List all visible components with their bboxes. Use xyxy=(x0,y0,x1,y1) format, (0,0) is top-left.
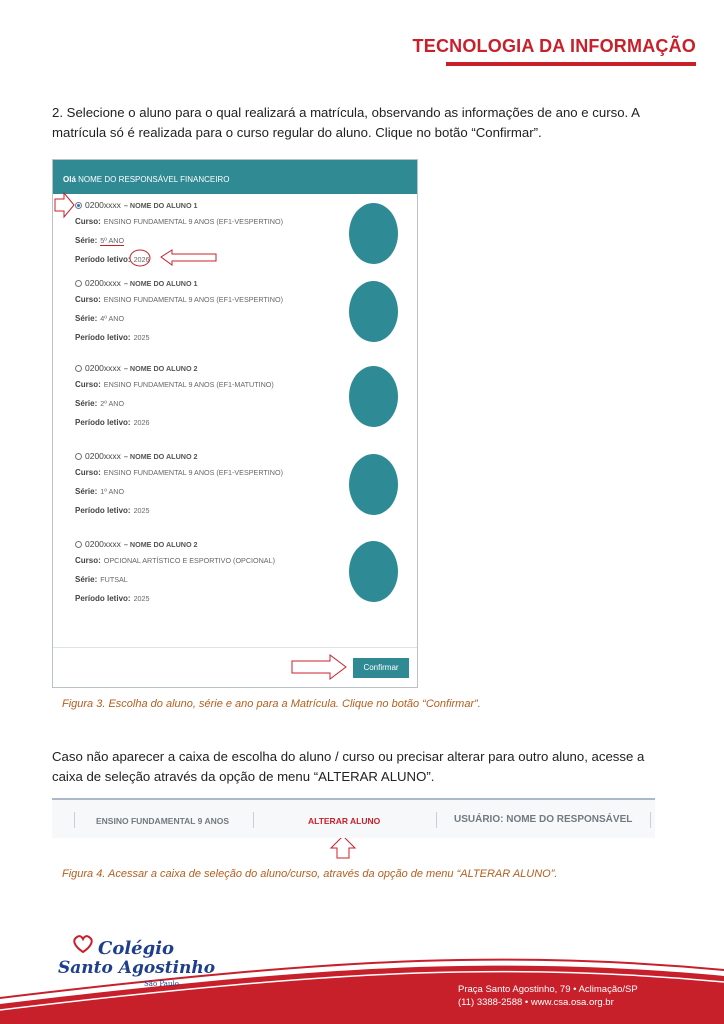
logo-line-3: São Paulo xyxy=(144,980,179,988)
highlight-circle xyxy=(130,250,150,266)
periodo-label: Período letivo: xyxy=(75,594,131,603)
serie-label: Série: xyxy=(75,399,98,408)
menu-separator xyxy=(74,812,75,828)
student-name: – NOME DO ALUNO 1 xyxy=(123,200,198,210)
periodo-value: 2026 xyxy=(133,255,150,264)
student-code: 0200xxxx xyxy=(85,278,121,288)
alter-paragraph: Caso não aparecer a caixa de escolha do aluno / curso ou precisar alterar para outro aluno, acesse a caixa de seleção através da opção de menu “ALTERAR ALUNO”. xyxy=(52,749,645,784)
serie-value: 2º ANO xyxy=(100,399,125,408)
arrow-right-icon xyxy=(292,655,346,679)
arrow-right-icon xyxy=(55,193,74,217)
curso-value: ENSINO FUNDAMENTAL 9 ANOS (EF1-VESPERTINO) xyxy=(103,468,283,477)
intro-paragraph: 2. Selecione o aluno para o qual realizará a matrícula, observando as informações de ano e curso. A matrícula só é realizada para o curso regular do aluno. Clique no botão “Confirmar”. xyxy=(52,105,640,140)
serie-label: Série: xyxy=(75,236,98,245)
periodo-label: Período letivo: xyxy=(75,506,131,515)
menu-separator xyxy=(436,812,437,828)
arrow-up-icon xyxy=(331,836,355,858)
student-name: – NOME DO ALUNO 2 xyxy=(123,451,198,461)
curso-label: Curso: xyxy=(75,468,101,477)
periodo-label: Período letivo: xyxy=(75,255,131,264)
logo-line-1: Colégio xyxy=(98,938,175,959)
responsavel-name: NOME DO RESPONSÁVEL FINANCEIRO xyxy=(78,175,230,184)
student-code: 0200xxxx xyxy=(85,363,121,373)
menu-separator xyxy=(650,812,651,828)
serie-value: 5º ANO xyxy=(100,235,125,245)
menu-item-user[interactable]: USUÁRIO: NOME DO RESPONSÁVEL xyxy=(454,814,633,825)
student-code: 0200xxxx xyxy=(85,200,121,210)
serie-label: Série: xyxy=(75,487,98,496)
footer-address xyxy=(458,983,638,1009)
student-name: – NOME DO ALUNO 2 xyxy=(123,539,198,549)
figure-4-caption: Figura 4. Acessar a caixa de seleção do aluno/curso, através da opção de menu “ALTERAR ALUNO”. xyxy=(62,868,558,880)
menu-separator xyxy=(253,812,254,828)
serie-value: FUTSAL xyxy=(100,575,128,584)
header-title: TECNOLOGIA DA INFORMAÇÃO xyxy=(412,36,696,56)
contact-line: (11) 3388-2588 • www.csa.osa.org.br xyxy=(458,997,614,1008)
serie-value: 4º ANO xyxy=(100,314,125,323)
curso-value: ENSINO FUNDAMENTAL 9 ANOS (EF1-VESPERTINO) xyxy=(103,295,283,304)
greeting: Olá xyxy=(63,175,76,184)
curso-label: Curso: xyxy=(75,556,101,565)
curso-label: Curso: xyxy=(75,295,101,304)
arrow-left-icon xyxy=(161,250,216,265)
figure-3-caption: Figura 3. Escolha do aluno, série e ano para a Matrícula. Clique no botão “Confirmar”. xyxy=(62,698,481,710)
serie-label: Série: xyxy=(75,575,98,584)
student-name: – NOME DO ALUNO 1 xyxy=(123,278,198,288)
serie-value: 1º ANO xyxy=(100,487,125,496)
periodo-value: 2025 xyxy=(133,594,150,603)
menu-bar xyxy=(52,798,655,838)
student-code: 0200xxxx xyxy=(85,539,121,549)
curso-label: Curso: xyxy=(75,380,101,389)
menu-item-alterar-aluno[interactable]: ALTERAR ALUNO xyxy=(308,816,381,826)
curso-value: ENSINO FUNDAMENTAL 9 ANOS (EF1-MATUTINO) xyxy=(103,380,274,389)
curso-value: ENSINO FUNDAMENTAL 9 ANOS (EF1-VESPERTINO) xyxy=(103,217,283,226)
confirm-button[interactable]: Confirmar xyxy=(353,658,409,678)
periodo-value: 2025 xyxy=(133,333,150,342)
periodo-value: 2025 xyxy=(133,506,150,515)
student-name: – NOME DO ALUNO 2 xyxy=(123,363,198,373)
heart-icon xyxy=(72,934,94,954)
logo-line-2: Santo Agostinho xyxy=(58,958,216,978)
periodo-label: Período letivo: xyxy=(75,418,131,427)
curso-label: Curso: xyxy=(75,217,101,226)
college-logo xyxy=(58,932,216,992)
serie-label: Série: xyxy=(75,314,98,323)
curso-value: OPCIONAL ARTÍSTICO E ESPORTIVO (OPCIONAL) xyxy=(103,556,275,565)
periodo-label: Período letivo: xyxy=(75,333,131,342)
student-code: 0200xxxx xyxy=(85,451,121,461)
address-line: Praça Santo Agostinho, 79 • Aclimação/SP xyxy=(458,984,638,995)
periodo-value: 2026 xyxy=(133,418,150,427)
menu-item-course[interactable]: ENSINO FUNDAMENTAL 9 ANOS xyxy=(96,816,230,826)
